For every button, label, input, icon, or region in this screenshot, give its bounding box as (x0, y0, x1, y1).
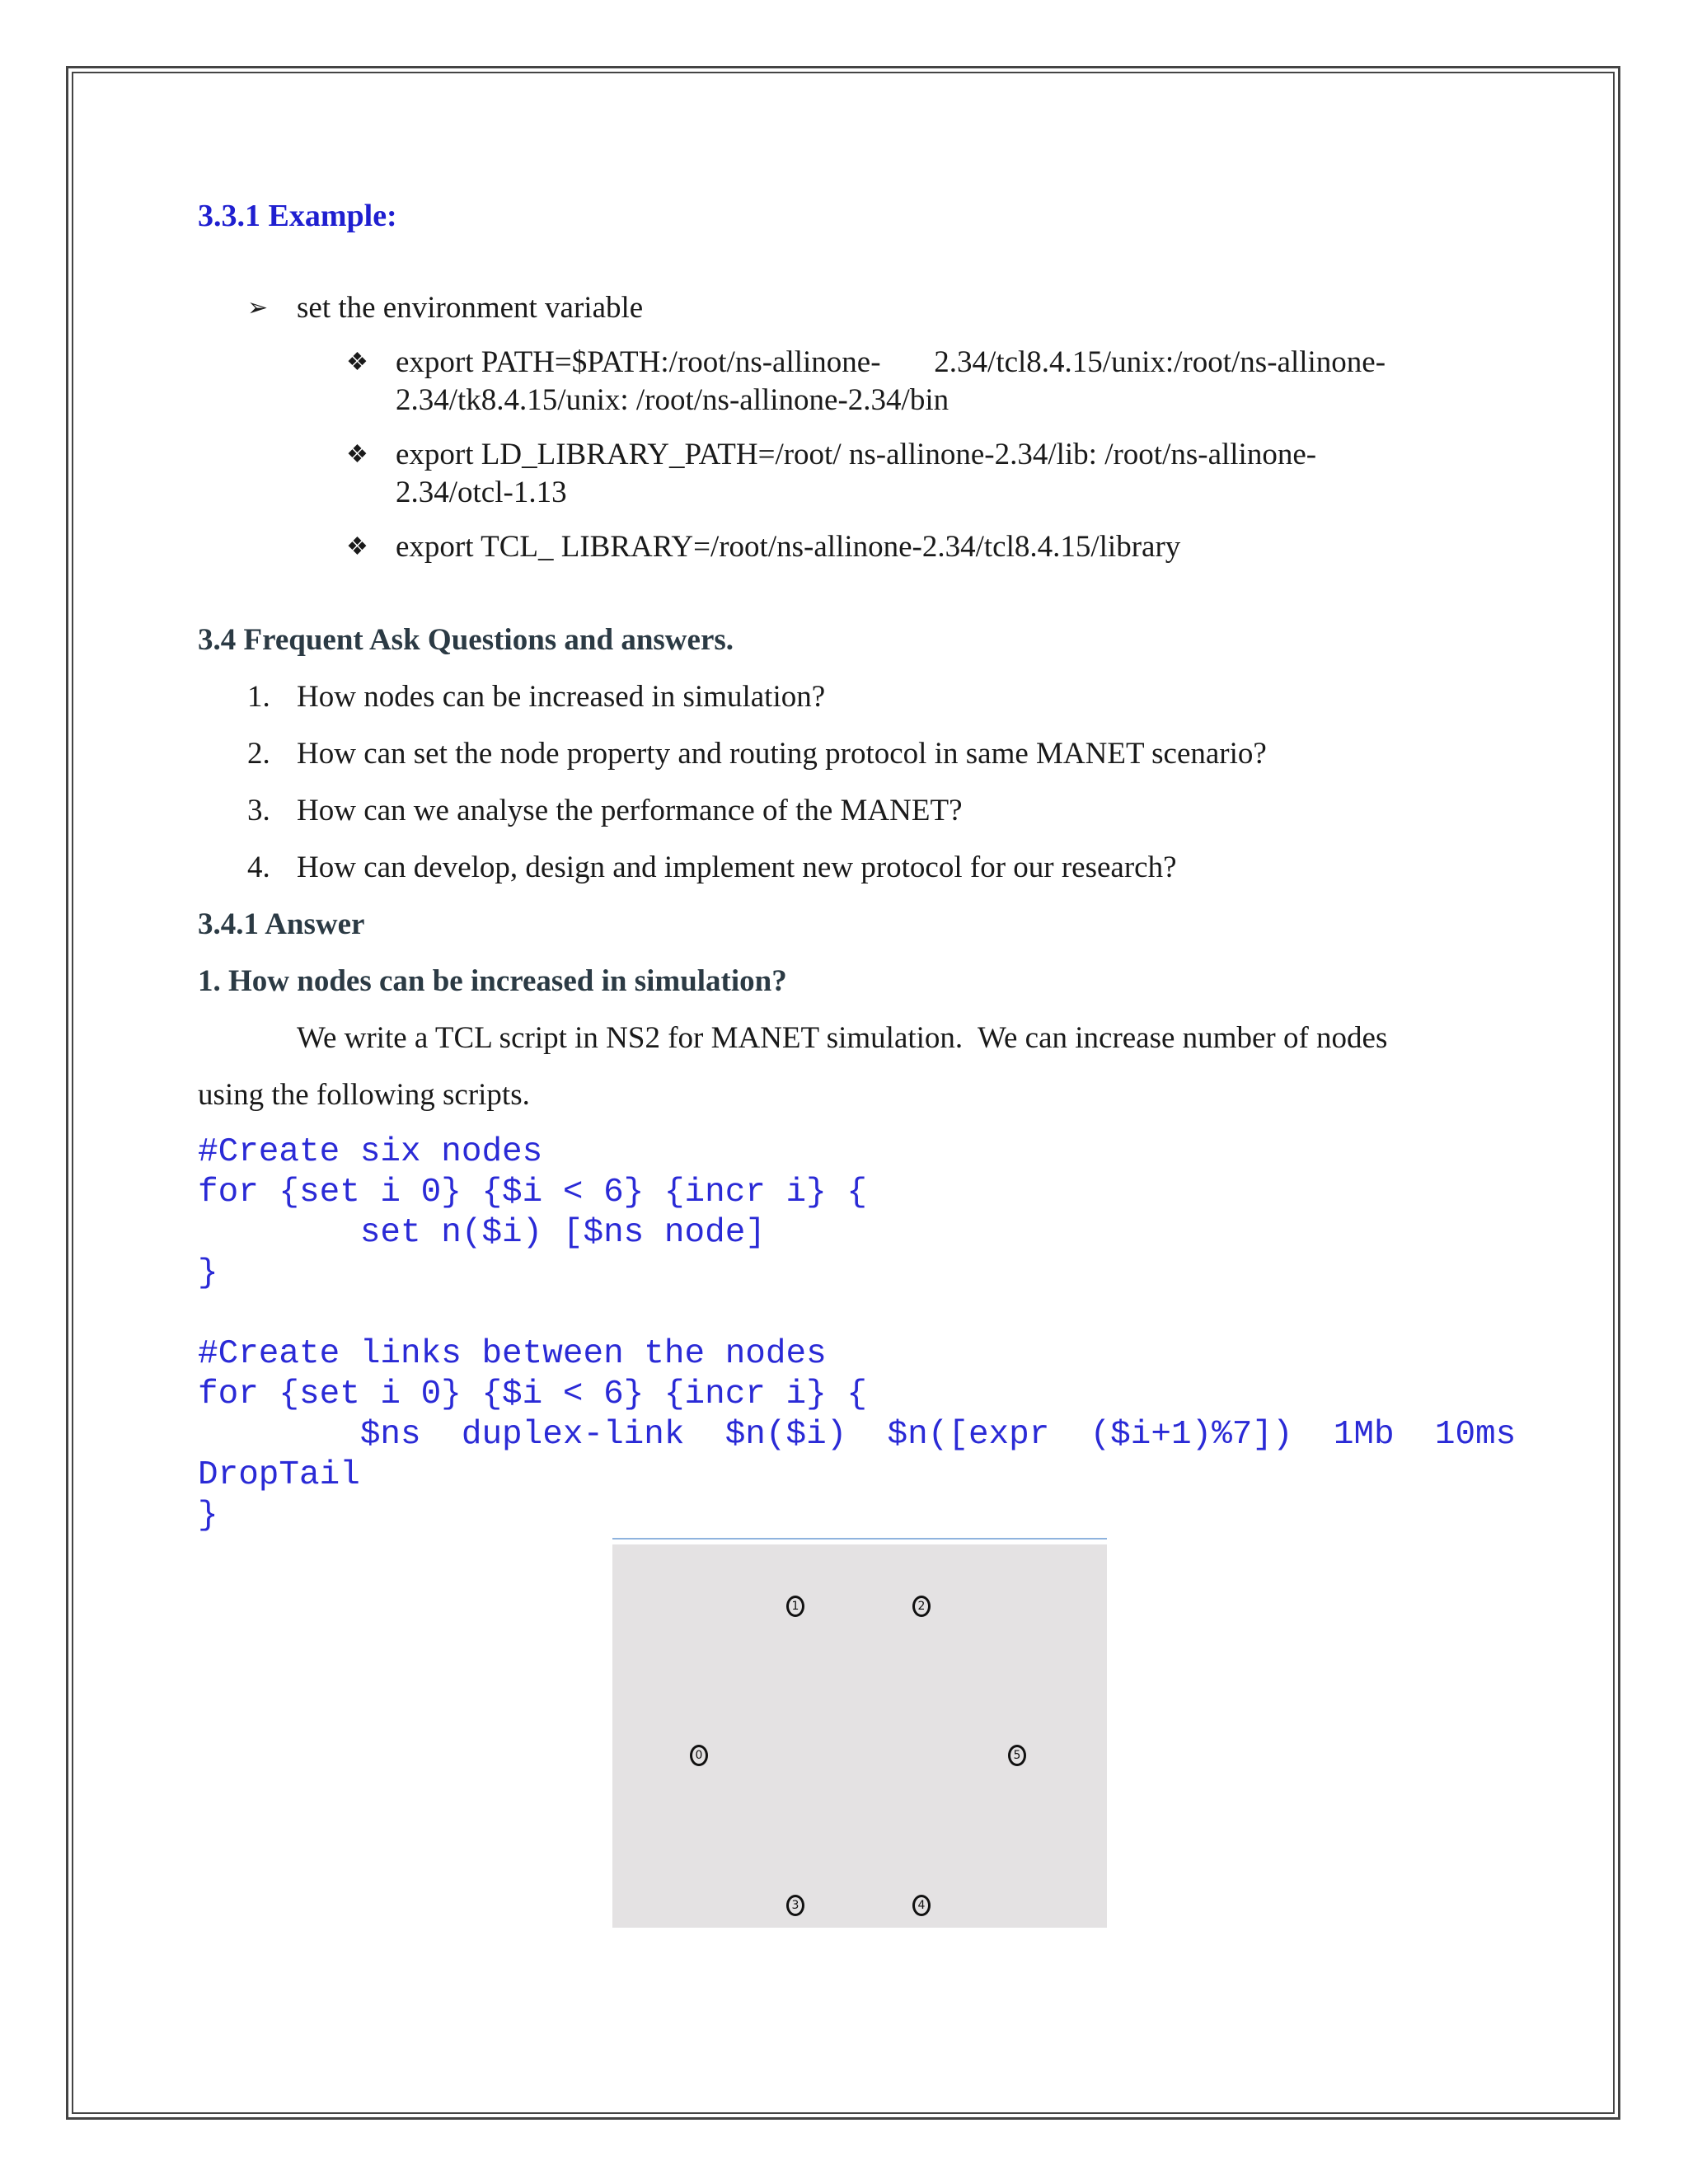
code-line: for {set i 0} {$i < 6} {incr i} { (198, 1376, 867, 1413)
code-line: #Create links between the nodes (198, 1335, 827, 1373)
heading-answer: 3.4.1 Answer (198, 907, 365, 941)
code-line: $ns duplex-link $n($i) $n([expr ($i+1)%7]) 1Mb 10ms (198, 1416, 1517, 1454)
heading-faq: 3.4 Frequent Ask Questions and answers. (198, 623, 734, 657)
arrow-bullet-icon: ➢ (247, 294, 269, 321)
export-path-line2: 2.34/tk8.4.15/unix: /root/ns-allinone-2.34/bin (396, 383, 950, 417)
export-ld-line1: export LD_LIBRARY_PATH=/root/ ns-allinone-2.34/lib: /root/ns-allinone- (396, 438, 1317, 471)
diamond-bullet-icon: ❖ (346, 349, 368, 376)
faq-number: 3. (247, 794, 270, 827)
code-line: #Create six nodes (198, 1133, 543, 1171)
code-line: DropTail (198, 1456, 360, 1494)
node-0: 0 (690, 1745, 708, 1766)
export-ld-line2: 2.34/otcl-1.13 (396, 476, 567, 509)
diamond-bullet-icon: ❖ (346, 533, 368, 560)
faq-number: 2. (247, 737, 270, 771)
faq-number: 1. (247, 680, 270, 714)
code-line: for {set i 0} {$i < 6} {incr i} { (198, 1174, 867, 1212)
code-line: set n($i) [$ns node] (198, 1214, 766, 1252)
faq-question: How can we analyse the performance of the MANET? (297, 794, 963, 827)
node-2: 2 (912, 1596, 931, 1617)
node-5: 5 (1008, 1745, 1026, 1766)
simulation-figure (612, 1544, 1107, 1928)
heading-example: 3.3.1 Example: (198, 199, 397, 233)
paragraph-line2: using the following scripts. (198, 1078, 530, 1112)
faq-question: How nodes can be increased in simulation? (297, 680, 826, 714)
faq-number: 4. (247, 851, 270, 884)
figure-top-rule (612, 1538, 1107, 1540)
bullet-set-env: set the environment variable (297, 291, 644, 325)
faq-question: How can set the node property and routing protocol in same MANET scenario? (297, 737, 1267, 771)
export-tcl-line1: export TCL_ LIBRARY=/root/ns-allinone-2.34/tcl8.4.15/library (396, 530, 1181, 564)
faq-question: How can develop, design and implement new protocol for our research? (297, 851, 1177, 884)
heading-q1: 1. How nodes can be increased in simulation? (198, 964, 787, 998)
node-4: 4 (912, 1895, 931, 1916)
export-path-line1: export PATH=$PATH:/root/ns-allinone- 2.34/tcl8.4.15/unix:/root/ns-allinone- (396, 345, 1386, 379)
node-1: 1 (786, 1596, 804, 1617)
code-line: } (198, 1497, 218, 1535)
paragraph-line1: We write a TCL script in NS2 for MANET simulation. We can increase number of nodes (297, 1021, 1388, 1055)
diamond-bullet-icon: ❖ (346, 441, 368, 468)
node-3: 3 (786, 1895, 804, 1916)
code-line: } (198, 1254, 218, 1292)
